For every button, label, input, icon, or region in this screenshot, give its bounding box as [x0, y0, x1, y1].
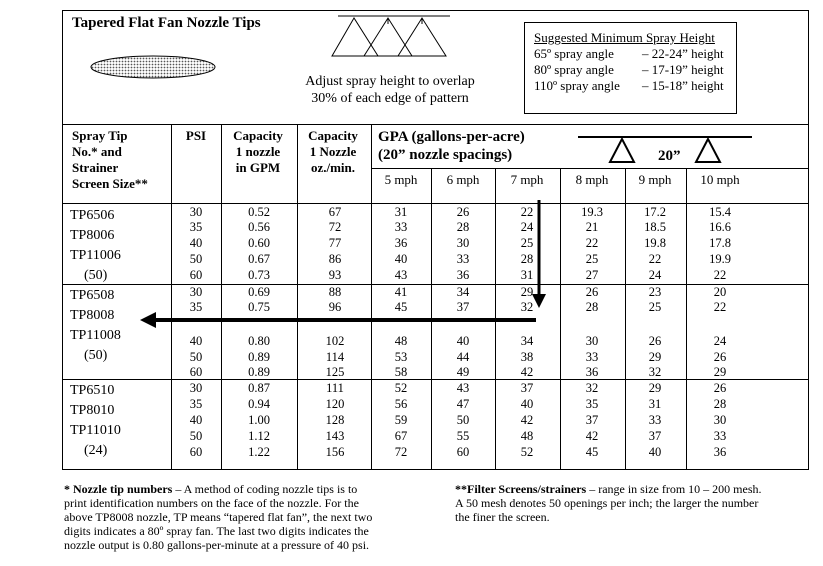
table-cell: 52 [520, 445, 534, 459]
spray-tip-label: TP11006 [70, 248, 121, 263]
table-cell: 42 [520, 365, 534, 379]
spray-tip-label: TP8010 [70, 403, 115, 418]
table-cell: 25 [648, 300, 662, 314]
legend-angle: 65º spray angle [534, 46, 614, 61]
table-cell: 0.89 [248, 365, 270, 379]
table-cell: 96 [328, 300, 342, 314]
spray-tip-label: TP6508 [70, 288, 115, 303]
spray-tip-label: (50) [84, 348, 108, 363]
table-cell: 58 [394, 365, 408, 379]
table-cell: 34 [456, 285, 470, 299]
table-cell: 28 [456, 220, 470, 234]
table-cell: 23 [648, 285, 662, 299]
table-cell: 41 [394, 285, 408, 299]
table-cell: 33 [394, 220, 408, 234]
table-cell: 40 [520, 397, 534, 411]
table-cell: 26 [648, 334, 662, 348]
table-cell: 72 [328, 220, 342, 234]
table-cell: 30 [189, 381, 203, 395]
table-cell: 17.2 [644, 205, 666, 219]
table-cell: 29 [520, 285, 534, 299]
table-cell: 40 [189, 413, 203, 427]
table-cell: 40 [189, 334, 203, 348]
table-cell: 28 [520, 252, 534, 266]
legend-angle: 110º spray angle [534, 78, 620, 93]
table-cell: 43 [456, 381, 470, 395]
header-gpa: GPA (gallons-per-acre) (20” nozzle spacings) [378, 129, 525, 163]
table-cell: 32 [648, 365, 662, 379]
header-capacity-oz: Capacity 1 Nozzle oz./min. [308, 128, 358, 175]
table-cell: 40 [189, 236, 203, 250]
table-cell: 33 [456, 252, 470, 266]
table-cell: 48 [520, 429, 534, 443]
legend-row [534, 46, 734, 62]
table-cell: 47 [456, 397, 470, 411]
table-cell: 30 [713, 413, 727, 427]
table-cell: 143 [325, 429, 345, 443]
table-cell: 31 [648, 397, 662, 411]
table-cell: 27 [585, 268, 599, 282]
table-cell: 55 [456, 429, 470, 443]
table-cell: 36 [394, 236, 408, 250]
table-cell: 35 [189, 220, 203, 234]
table-cell: 29 [648, 381, 662, 395]
table-cell: 29 [648, 350, 662, 364]
table-cell: 17.8 [709, 236, 731, 250]
table-cell: 0.87 [248, 381, 270, 395]
speed-header: 5 mph [384, 172, 418, 187]
table-cell: 26 [713, 350, 727, 364]
table-cell: 77 [328, 236, 342, 250]
table-cell: 34 [520, 334, 534, 348]
table-cell: 16.6 [709, 220, 731, 234]
legend-height: – 17-19” height [642, 62, 724, 77]
table-cell: 30 [585, 334, 599, 348]
table-cell: 111 [326, 381, 344, 395]
table-cell: 25 [520, 236, 534, 250]
table-cell: 24 [520, 220, 534, 234]
spray-tip-label: TP8008 [70, 308, 115, 323]
table-cell: 24 [713, 334, 727, 348]
table-cell: 22 [520, 205, 534, 219]
table-cell: 33 [585, 350, 599, 364]
footnote-filter-screens: **Filter Screens/strainers – range in size from 10 – 200 mesh. A 50 mesh denotes 50 openings per inch; the larger the number the finer the screen. [455, 482, 762, 524]
table-cell: 30 [189, 205, 203, 219]
table-cell: 19.3 [581, 205, 603, 219]
legend-row [534, 62, 734, 78]
table-cell: 37 [520, 381, 534, 395]
table-cell: 31 [520, 268, 534, 282]
speed-header: 8 mph [575, 172, 609, 187]
legend-height: – 22-24” height [642, 46, 724, 61]
table-cell: 43 [394, 268, 408, 282]
table-cell: 36 [456, 268, 470, 282]
legend-angle: 80º spray angle [534, 62, 614, 77]
table-cell: 156 [325, 445, 345, 459]
table-cell: 60 [456, 445, 470, 459]
nozzle-spacing-label: 20” [658, 148, 681, 164]
table-cell: 33 [648, 413, 662, 427]
header-capacity-gpm: Capacity 1 nozzle in GPM [233, 128, 283, 175]
table-cell: 67 [394, 429, 408, 443]
table-cell: 25 [585, 252, 599, 266]
spray-pattern-ellipse-icon [88, 54, 218, 80]
table-cell: 35 [189, 300, 203, 314]
table-cell: 60 [189, 445, 203, 459]
table-cell: 42 [520, 413, 534, 427]
table-cell: 38 [520, 350, 534, 364]
table-cell: 52 [394, 381, 408, 395]
spray-tip-label: TP11010 [70, 423, 121, 438]
table-cell: 0.60 [248, 236, 270, 250]
table-cell: 42 [585, 429, 599, 443]
reading-arrows-icon [136, 192, 556, 332]
table-cell: 19.9 [709, 252, 731, 266]
table-cell: 19.8 [644, 236, 666, 250]
footnote-nozzle-tips: * Nozzle tip numbers – A method of coding nozzle tips is to print identification numbers on the face of the nozzle. For the above TP8008 nozzle, TP means “tapered flat fan”, the next two digits indicates a 80º spray fan. The last two digits indicates the nozzle output is 0.80 gallons-per-minute at a pressure of 40 psi. [64, 482, 373, 552]
table-cell: 26 [456, 205, 470, 219]
speed-header: 9 mph [638, 172, 672, 187]
table-cell: 1.00 [248, 413, 270, 427]
table-cell: 22 [648, 252, 662, 266]
table-cell: 20 [713, 285, 727, 299]
table-cell: 36 [585, 365, 599, 379]
table-cell: 33 [713, 429, 727, 443]
table-cell: 30 [456, 236, 470, 250]
table-cell: 22 [713, 300, 727, 314]
table-cell: 1.12 [248, 429, 270, 443]
table-cell: 125 [325, 365, 345, 379]
legend-rows [534, 46, 734, 94]
table-cell: 35 [189, 397, 203, 411]
table-cell: 72 [394, 445, 408, 459]
table-cell: 0.67 [248, 252, 270, 266]
spray-tip-label: TP6506 [70, 208, 115, 223]
table-cell: 59 [394, 413, 408, 427]
table-cell: 40 [456, 334, 470, 348]
table-cell: 0.75 [248, 300, 270, 314]
table-cell: 50 [189, 252, 203, 266]
table-cell: 1.22 [248, 445, 270, 459]
table-cell: 102 [325, 334, 345, 348]
table-cell: 49 [456, 365, 470, 379]
table-cell: 37 [585, 413, 599, 427]
table-cell: 60 [189, 365, 203, 379]
table-cell: 50 [189, 429, 203, 443]
table-cell: 44 [456, 350, 470, 364]
table-cell: 67 [328, 205, 342, 219]
table-cell: 56 [394, 397, 408, 411]
table-cell: 50 [189, 350, 203, 364]
table-cell: 40 [648, 445, 662, 459]
spray-tip-label: TP11008 [70, 328, 121, 343]
table-cell: 22 [585, 236, 599, 250]
table-cell: 28 [585, 300, 599, 314]
spray-tip-label: TP6510 [70, 383, 115, 398]
table-cell: 93 [328, 268, 342, 282]
speed-header: 7 mph [510, 172, 544, 187]
table-cell: 37 [648, 429, 662, 443]
table-cell: 0.80 [248, 334, 270, 348]
legend-row [534, 78, 734, 94]
table-cell: 36 [713, 445, 727, 459]
table-cell: 0.94 [248, 397, 270, 411]
spray-fan-overlap-icon [316, 14, 471, 72]
table-cell: 24 [648, 268, 662, 282]
table-cell: 35 [585, 397, 599, 411]
table-cell: 22 [713, 268, 727, 282]
table-cell: 21 [585, 220, 599, 234]
header-spray-tip: Spray Tip No.* and Strainer Screen Size** [72, 128, 148, 191]
table-cell: 26 [713, 381, 727, 395]
table-cell: 60 [189, 268, 203, 282]
table-cell: 86 [328, 252, 342, 266]
adjust-note: Adjust spray height to overlap 30% of each edge of pattern [305, 74, 475, 106]
table-cell: 30 [189, 285, 203, 299]
table-cell: 45 [585, 445, 599, 459]
page-title: Tapered Flat Fan Nozzle Tips [72, 15, 261, 31]
legend-height: – 15-18” height [642, 78, 724, 93]
table-cell: 114 [325, 350, 345, 364]
table-cell: 32 [585, 381, 599, 395]
table-cell: 29 [713, 365, 727, 379]
legend-title: Suggested Minimum Spray Height [534, 30, 715, 45]
table-cell: 0.89 [248, 350, 270, 364]
table-cell: 50 [456, 413, 470, 427]
table-cell: 128 [325, 413, 345, 427]
table-cell: 0.69 [248, 285, 270, 299]
table-cell: 28 [713, 397, 727, 411]
table-cell: 88 [328, 285, 342, 299]
table-cell: 48 [394, 334, 408, 348]
spray-tip-label: TP8006 [70, 228, 115, 243]
table-cell: 120 [325, 397, 345, 411]
header-psi: PSI [185, 128, 207, 143]
table-cell: 32 [520, 300, 534, 314]
table-cell: 26 [585, 285, 599, 299]
spray-tip-label: (24) [84, 443, 108, 458]
table-cell: 18.5 [644, 220, 666, 234]
table-cell: 45 [394, 300, 408, 314]
table-cell: 0.52 [248, 205, 270, 219]
table-cell: 31 [394, 205, 408, 219]
table-cell: 53 [394, 350, 408, 364]
table-cell: 15.4 [709, 205, 731, 219]
speed-header: 6 mph [446, 172, 480, 187]
table-cell: 37 [456, 300, 470, 314]
spray-tip-label: (50) [84, 268, 108, 283]
table-cell: 0.73 [248, 268, 270, 282]
speed-header: 10 mph [700, 172, 740, 187]
table-cell: 40 [394, 252, 408, 266]
table-cell: 0.56 [248, 220, 270, 234]
